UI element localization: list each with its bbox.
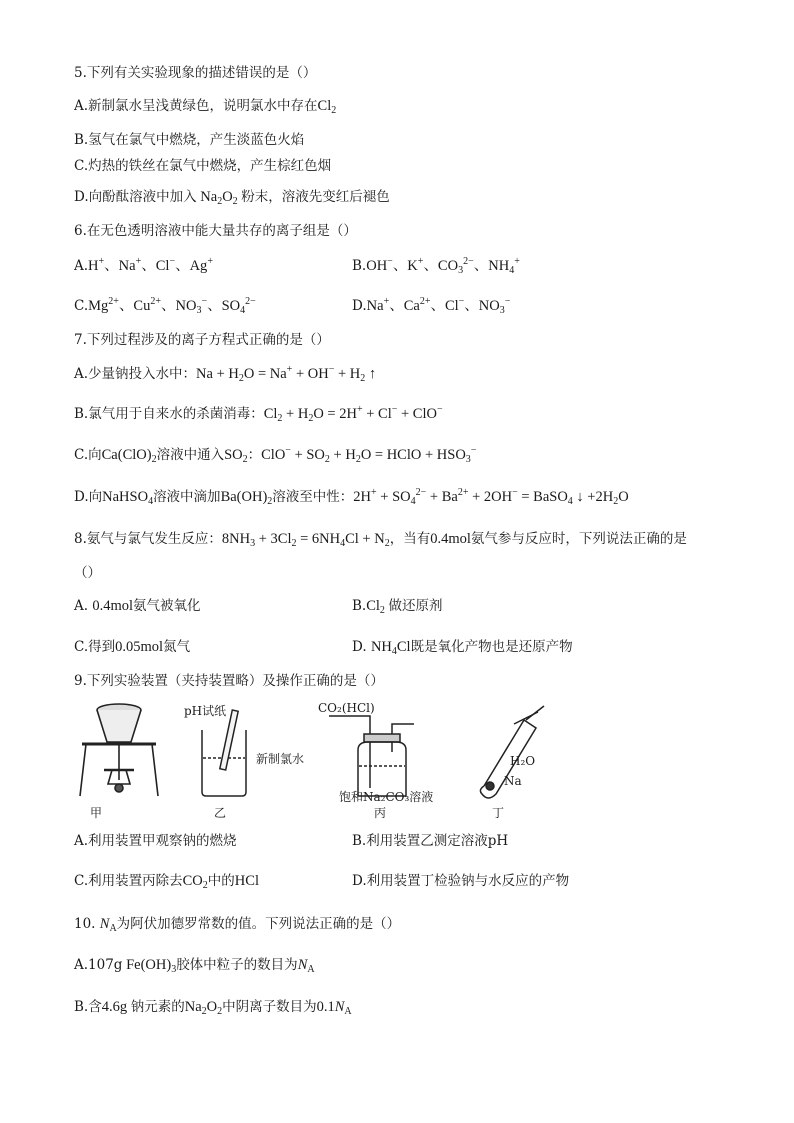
label-jia: 甲 bbox=[90, 806, 103, 820]
q6-option-d[interactable]: D.Na+、$Ca^{2+}$、Cl−、$NO_3^-$ bbox=[352, 296, 511, 316]
q6-stem: 6.在无色透明溶液中能大量共存的离子组是（） bbox=[74, 223, 357, 239]
q10-option-a[interactable]: A.107g $Fe(OH)_3$胶体中粒子的数目为$N_A$ bbox=[74, 957, 315, 975]
q9-option-b[interactable]: B.利用装置乙测定溶液pH bbox=[352, 833, 509, 849]
label-bing: 丙 bbox=[374, 806, 387, 820]
apparatus-jia bbox=[80, 704, 158, 796]
q9-option-c[interactable]: C.利用装置丙除去$CO_2$中的HCl bbox=[74, 873, 259, 891]
label-yi: 乙 bbox=[214, 806, 227, 820]
q8-option-c[interactable]: C.得到0.05mol氮气 bbox=[74, 639, 191, 655]
label-na2co3: 饱和Na₂CO₃溶液 bbox=[339, 790, 434, 804]
apparatus-bing bbox=[329, 716, 414, 796]
q7-option-d[interactable]: D.向NaHSO$_4$溶液中滴加$Ba(OH)_2$溶液至中性：$2H^+ + SO_4^{2-} + Ba^{2+} + 2OH^-$ = BaSO$_4$ ↓ $+2H_2O$ bbox=[74, 487, 629, 507]
q8-option-b[interactable]: $B.Cl_2$ 做还原剂 bbox=[352, 598, 443, 616]
label-chlorine-water: 新制氯水 bbox=[256, 752, 305, 766]
q7-option-b[interactable]: B.氯气用于自来水的杀菌消毒：$Cl_2 + H_2O = 2H^+ + Cl^- + ClO^-$ bbox=[74, 404, 443, 424]
label-ding: 丁 bbox=[492, 806, 505, 820]
q5-option-a[interactable]: A.新制氯水呈浅黄绿色，说明氯水中存在$Cl_2$ bbox=[74, 98, 337, 116]
q7-stem: 7.下列过程涉及的离子方程式正确的是（） bbox=[74, 332, 330, 348]
q8-option-a[interactable]: A. 0.4mol氨气被氧化 bbox=[74, 598, 201, 614]
q10-option-b[interactable]: B.含4.6g 钠元素的$Na_2O_2$中阴离子数目为$0.1N_A$ bbox=[74, 999, 352, 1017]
q5-option-b[interactable]: B.氢气在氯气中燃烧，产生淡蓝色火焰 bbox=[74, 132, 305, 148]
q7-option-a[interactable]: A.少量钠投入水中：$Na + H_2O = Na^+ + OH^- + H_2$ ↑ bbox=[74, 364, 377, 384]
q5-option-c[interactable]: C.灼热的铁丝在氯气中燃烧，产生棕红色烟 bbox=[74, 158, 332, 174]
q6-option-c[interactable]: $C.Mg^{2+}$、$Cu^{2+}$、$NO_3^-$、$SO_4^{2-}$ bbox=[74, 296, 256, 316]
q9-option-a[interactable]: A.利用装置甲观察钠的燃烧 bbox=[74, 833, 237, 849]
label-na: Na bbox=[504, 774, 522, 788]
q9-option-d[interactable]: D.利用装置丁检验钠与水反应的产物 bbox=[352, 873, 570, 889]
q10-stem: 10. $N_A$为阿伏加德罗常数的值。下列说法正确的是（） bbox=[74, 916, 401, 934]
q7-option-c[interactable]: C.向$Ca(ClO)_2$溶液中通入$SO_2$：$ClO^- + SO_2 + H_2O$ = HClO + $HSO_3^-$ bbox=[74, 445, 477, 465]
q8-stem: 8.氨气与氯气发生反应：$8NH_3 + 3Cl_2 = 6NH_4Cl + N_2$，当有0.4mol氨气参与反应时，下列说法正确的是 bbox=[74, 531, 687, 549]
apparatus-yi bbox=[202, 710, 246, 796]
label-co2-hcl: CO₂(HCl) bbox=[318, 701, 375, 715]
label-h2o: H₂O bbox=[510, 754, 536, 768]
formula-cl2: $Cl_2$ bbox=[317, 98, 337, 116]
q9-stem: 9.下列实验装置（夹持装置略）及操作正确的是（） bbox=[74, 673, 384, 689]
q8-option-d[interactable]: D. $NH_4Cl$既是氧化产物也是还原产物 bbox=[352, 639, 573, 657]
q5-stem: 5.下列有关实验现象的描述错误的是（） bbox=[74, 65, 317, 81]
q9-apparatus-figure bbox=[74, 700, 574, 822]
q6-option-b[interactable]: B.OH−、K+、$CO_3^{2-}$、$NH_4^+$ bbox=[352, 256, 520, 276]
q8-stem-cont: （） bbox=[74, 565, 101, 581]
label-ph-paper: pH试纸 bbox=[184, 704, 227, 718]
q5-option-d[interactable]: D.向酚酞溶液中加入 $Na_2O_2$ 粉末，溶液先变红后褪色 bbox=[74, 189, 390, 207]
q6-option-a[interactable]: A.H+、Na+、Cl−、Ag+ bbox=[74, 256, 213, 274]
